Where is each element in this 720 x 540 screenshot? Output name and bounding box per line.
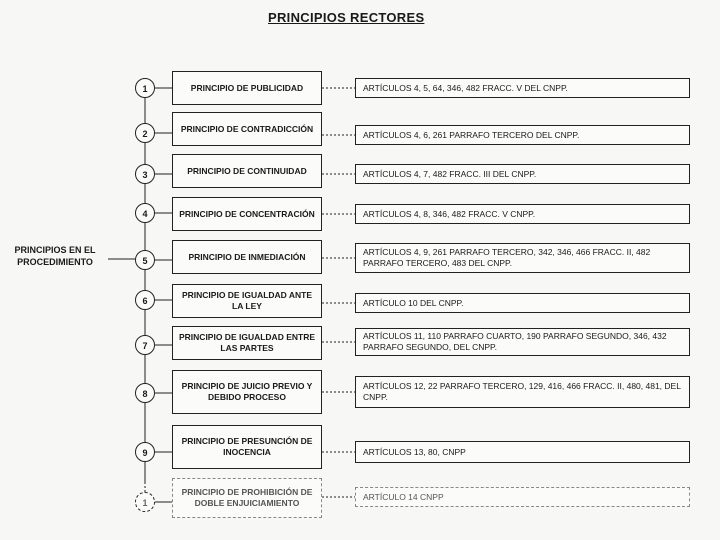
principle-box-2: PRINCIPIO DE CONTRADICCIÓN bbox=[172, 112, 322, 146]
page-title: PRINCIPIOS RECTORES bbox=[268, 10, 425, 25]
number-circle-10: 1 bbox=[135, 492, 155, 512]
number-circle-2: 2 bbox=[135, 123, 155, 143]
articles-box-7: ARTÍCULOS 11, 110 PARRAFO CUARTO, 190 PARRAFO SEGUNDO, 346, 432 PARRAFO SEGUNDO, DEL CNPP. bbox=[355, 328, 690, 356]
principle-box-8: PRINCIPIO DE JUICIO PREVIO Y DEBIDO PROCESO bbox=[172, 370, 322, 414]
principle-box-7: PRINCIPIO DE IGUALDAD ENTRE LAS PARTES bbox=[172, 326, 322, 360]
number-circle-8: 8 bbox=[135, 383, 155, 403]
principle-box-1: PRINCIPIO DE PUBLICIDAD bbox=[172, 71, 322, 105]
articles-box-5: ARTÍCULOS 4, 9, 261 PARRAFO TERCERO, 342, 346, 466 FRACC. II, 482 PARRAFO TERCERO, 483 DEL CNPP. bbox=[355, 243, 690, 273]
articles-box-6: ARTÍCULO 10 DEL CNPP. bbox=[355, 293, 690, 313]
articles-box-3: ARTÍCULOS 4, 7, 482 FRACC. III DEL CNPP. bbox=[355, 164, 690, 184]
number-circle-5: 5 bbox=[135, 250, 155, 270]
articles-box-8: ARTÍCULOS 12, 22 PARRAFO TERCERO, 129, 416, 466 FRACC. II, 480, 481, DEL CNPP. bbox=[355, 376, 690, 408]
principle-box-9: PRINCIPIO DE PRESUNCIÓN DE INOCENCIA bbox=[172, 425, 322, 469]
articles-box-4: ARTÍCULOS 4, 8, 346, 482 FRACC. V CNPP. bbox=[355, 204, 690, 224]
number-circle-9: 9 bbox=[135, 442, 155, 462]
articles-box-10: ARTÍCULO 14 CNPP bbox=[355, 487, 690, 507]
articles-box-2: ARTÍCULOS 4, 6, 261 PARRAFO TERCERO DEL CNPP. bbox=[355, 125, 690, 145]
principle-box-10: PRINCIPIO DE PROHIBICIÓN DE DOBLE ENJUICIAMIENTO bbox=[172, 478, 322, 518]
principle-box-4: PRINCIPIO DE CONCENTRACIÓN bbox=[172, 197, 322, 231]
number-circle-4: 4 bbox=[135, 203, 155, 223]
root-node: PRINCIPIOS EN EL PROCEDIMIENTO bbox=[14, 245, 96, 267]
principle-box-3: PRINCIPIO DE CONTINUIDAD bbox=[172, 154, 322, 188]
principle-box-5: PRINCIPIO DE INMEDIACIÓN bbox=[172, 240, 322, 274]
articles-box-9: ARTÍCULOS 13, 80, CNPP bbox=[355, 441, 690, 463]
articles-box-1: ARTÍCULOS 4, 5, 64, 346, 482 FRACC. V DEL CNPP. bbox=[355, 78, 690, 98]
number-circle-3: 3 bbox=[135, 164, 155, 184]
principle-box-6: PRINCIPIO DE IGUALDAD ANTE LA LEY bbox=[172, 284, 322, 318]
number-circle-7: 7 bbox=[135, 335, 155, 355]
number-circle-1: 1 bbox=[135, 78, 155, 98]
number-circle-6: 6 bbox=[135, 290, 155, 310]
